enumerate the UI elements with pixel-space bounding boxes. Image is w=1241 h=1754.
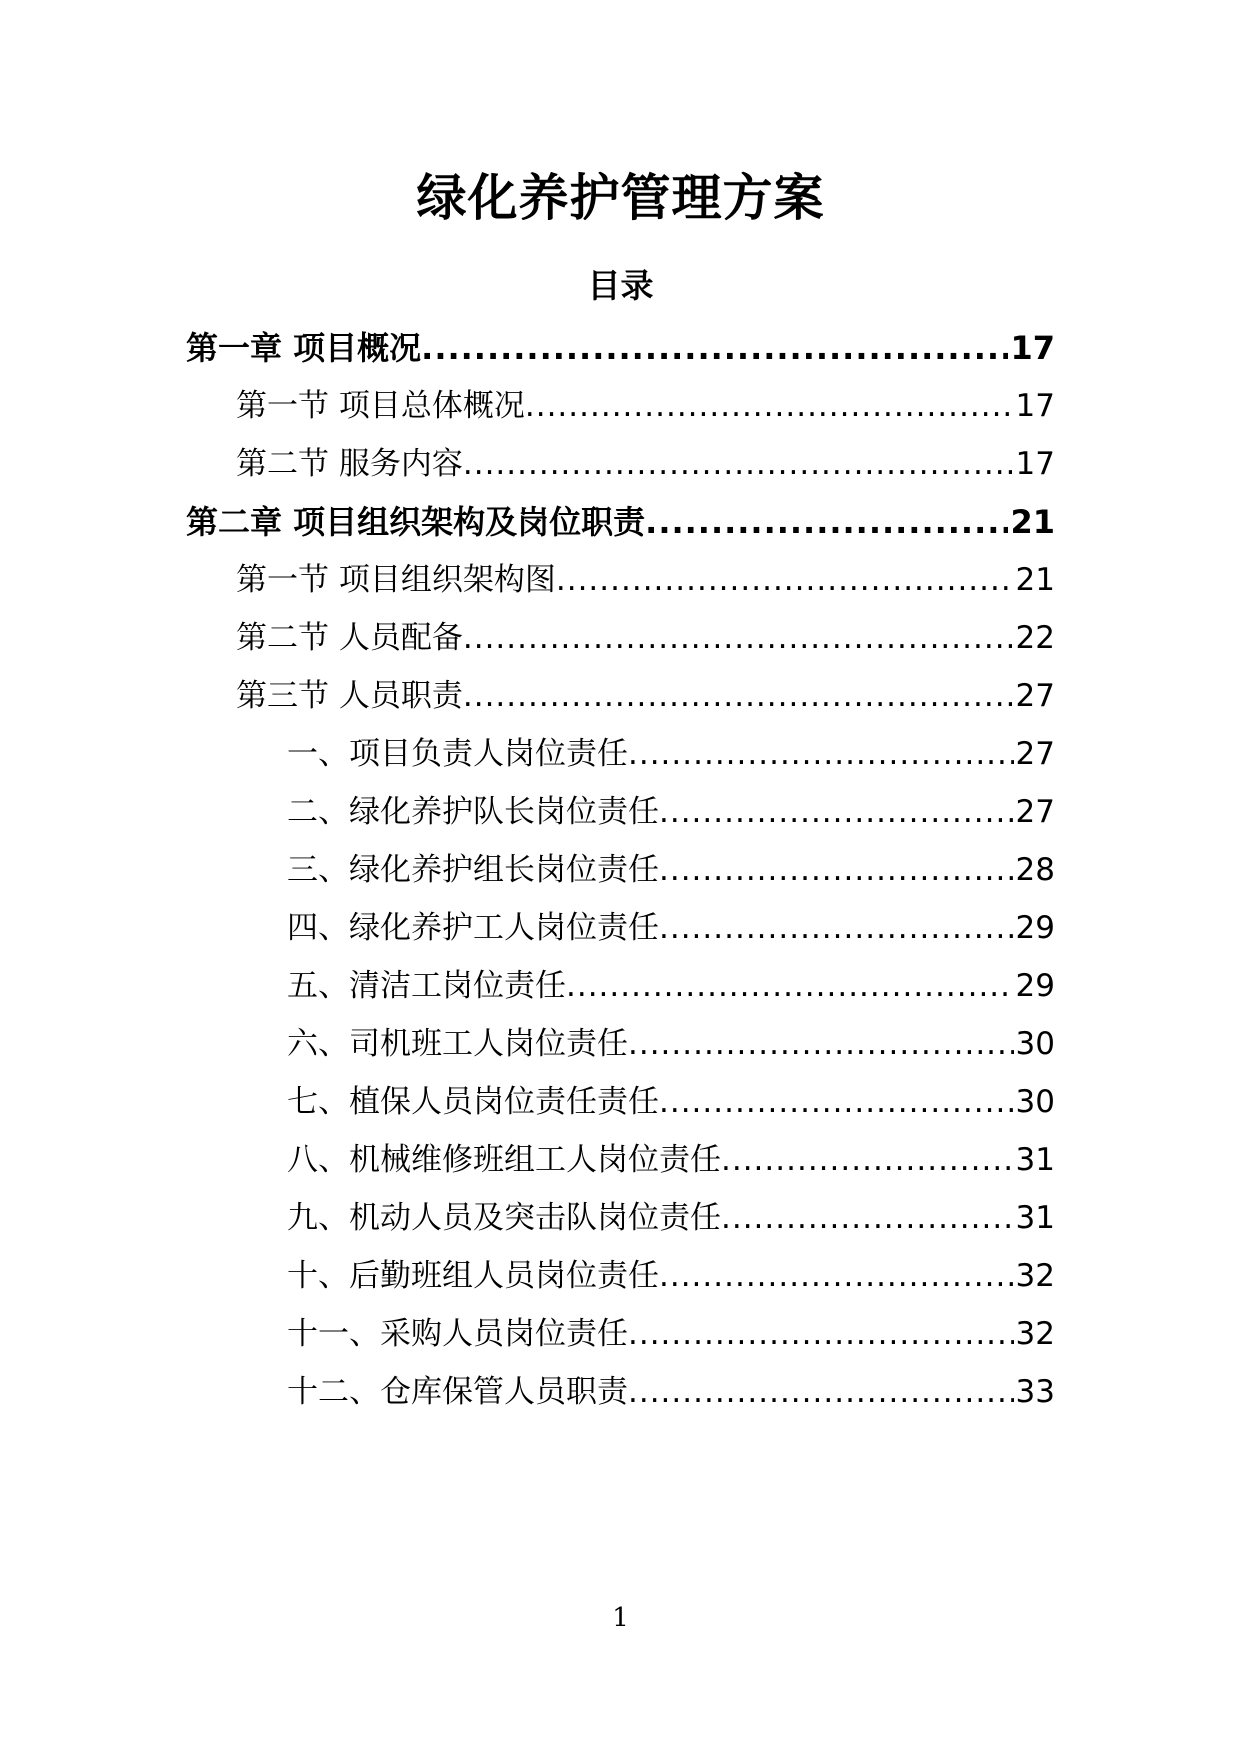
toc-entry-item[interactable] xyxy=(287,846,1055,894)
toc-page-number: 30 xyxy=(1015,1084,1055,1120)
toc-entry-item[interactable] xyxy=(287,1310,1055,1358)
toc-page-number: 22 xyxy=(1015,620,1055,656)
toc-page-number: 30 xyxy=(1015,1026,1055,1062)
toc-entry-text: 第一节 项目组织架构图 xyxy=(236,562,556,598)
toc-dot-leader xyxy=(525,382,1014,430)
toc-entry-text: 第二节 人员配备 xyxy=(236,620,463,656)
toc-entry-text: 六、司机班工人岗位责任 xyxy=(287,1026,628,1062)
toc-entry-text: 第二章 项目组织架构及岗位职责 xyxy=(186,503,646,541)
toc-dot-leader xyxy=(721,1194,1014,1242)
toc-entry-text: 第二节 服务内容 xyxy=(236,446,463,482)
toc-entry-chapter-2[interactable] xyxy=(186,498,1055,546)
toc-entry-item[interactable] xyxy=(287,1194,1055,1242)
toc-entry-text: 三、绿化养护组长岗位责任 xyxy=(287,852,659,888)
toc-entry-text: 第三节 人员职责 xyxy=(236,678,463,714)
toc-entry-text: 十一、采购人员岗位责任 xyxy=(287,1316,628,1352)
toc-entry-text: 十、后勤班组人员岗位责任 xyxy=(287,1258,659,1294)
toc-entry-section[interactable] xyxy=(236,672,1055,720)
toc-entry-text: 第一节 项目总体概况 xyxy=(236,388,525,424)
toc-entry-item[interactable] xyxy=(287,1020,1055,1068)
toc-entry-item[interactable] xyxy=(287,1368,1055,1416)
toc-page-number: 27 xyxy=(1015,736,1055,772)
toc-entry-item[interactable] xyxy=(287,730,1055,778)
toc-entry-chapter-1[interactable] xyxy=(186,324,1055,372)
toc-dot-leader xyxy=(463,614,1014,662)
toc-page-number: 21 xyxy=(1010,503,1055,541)
toc-dot-leader xyxy=(628,1020,1014,1068)
toc-entry-item[interactable] xyxy=(287,1252,1055,1300)
toc-dot-leader xyxy=(659,788,1014,836)
toc-dot-leader xyxy=(721,1136,1014,1184)
toc-entry-text: 五、清洁工岗位责任 xyxy=(287,968,566,1004)
toc-entry-text: 九、机动人员及突击队岗位责任 xyxy=(287,1200,721,1236)
toc-entry-item[interactable] xyxy=(287,788,1055,836)
toc-entry-text: 二、绿化养护队长岗位责任 xyxy=(287,794,659,830)
toc-dot-leader xyxy=(628,1310,1014,1358)
page-number: 1 xyxy=(612,1603,629,1633)
toc-page-number: 32 xyxy=(1015,1258,1055,1294)
toc-entry-section[interactable] xyxy=(236,556,1055,604)
toc-entry-section[interactable] xyxy=(236,614,1055,662)
toc-page-number: 17 xyxy=(1010,329,1055,367)
toc-entry-text: 四、绿化养护工人岗位责任 xyxy=(287,910,659,946)
toc-entry-item[interactable] xyxy=(287,904,1055,952)
toc-page-number: 28 xyxy=(1015,852,1055,888)
toc-page-number: 29 xyxy=(1015,910,1055,946)
toc-dot-leader xyxy=(659,1252,1014,1300)
toc-page-number: 27 xyxy=(1015,794,1055,830)
document-title: 绿化养护管理方案 xyxy=(416,169,825,227)
toc-entry-section[interactable] xyxy=(236,440,1055,488)
toc-dot-leader xyxy=(645,498,1008,546)
toc-page-number: 17 xyxy=(1015,446,1055,482)
toc-entry-item[interactable] xyxy=(287,962,1055,1010)
toc-dot-leader xyxy=(659,904,1014,952)
toc-entry-item[interactable] xyxy=(287,1078,1055,1126)
toc-entry-item[interactable] xyxy=(287,1136,1055,1184)
toc-page-number: 31 xyxy=(1015,1200,1055,1236)
toc-dot-leader xyxy=(628,730,1014,778)
toc-page-number: 33 xyxy=(1015,1374,1055,1410)
toc-heading: 目录 xyxy=(587,266,654,305)
toc-dot-leader xyxy=(659,846,1014,894)
toc-page-number: 32 xyxy=(1015,1316,1055,1352)
toc-entry-text: 一、项目负责人岗位责任 xyxy=(287,736,628,772)
toc-dot-leader xyxy=(463,440,1014,488)
toc-dot-leader xyxy=(628,1368,1014,1416)
toc-entry-text: 第一章 项目概况 xyxy=(186,329,422,367)
toc-dot-leader xyxy=(556,556,1014,604)
toc-dot-leader xyxy=(421,324,1008,372)
toc-dot-leader xyxy=(463,672,1014,720)
toc-entry-text: 十二、仓库保管人员职责 xyxy=(287,1374,628,1410)
toc-entry-section[interactable] xyxy=(236,382,1055,430)
toc-entry-text: 七、植保人员岗位责任责任 xyxy=(287,1084,659,1120)
toc-page-number: 21 xyxy=(1015,562,1055,598)
toc-page-number: 17 xyxy=(1015,388,1055,424)
toc-dot-leader xyxy=(659,1078,1014,1126)
toc-page-number: 27 xyxy=(1015,678,1055,714)
toc-dot-leader xyxy=(566,962,1014,1010)
toc-page-number: 29 xyxy=(1015,968,1055,1004)
toc-entry-text: 八、机械维修班组工人岗位责任 xyxy=(287,1142,721,1178)
toc-page-number: 31 xyxy=(1015,1142,1055,1178)
